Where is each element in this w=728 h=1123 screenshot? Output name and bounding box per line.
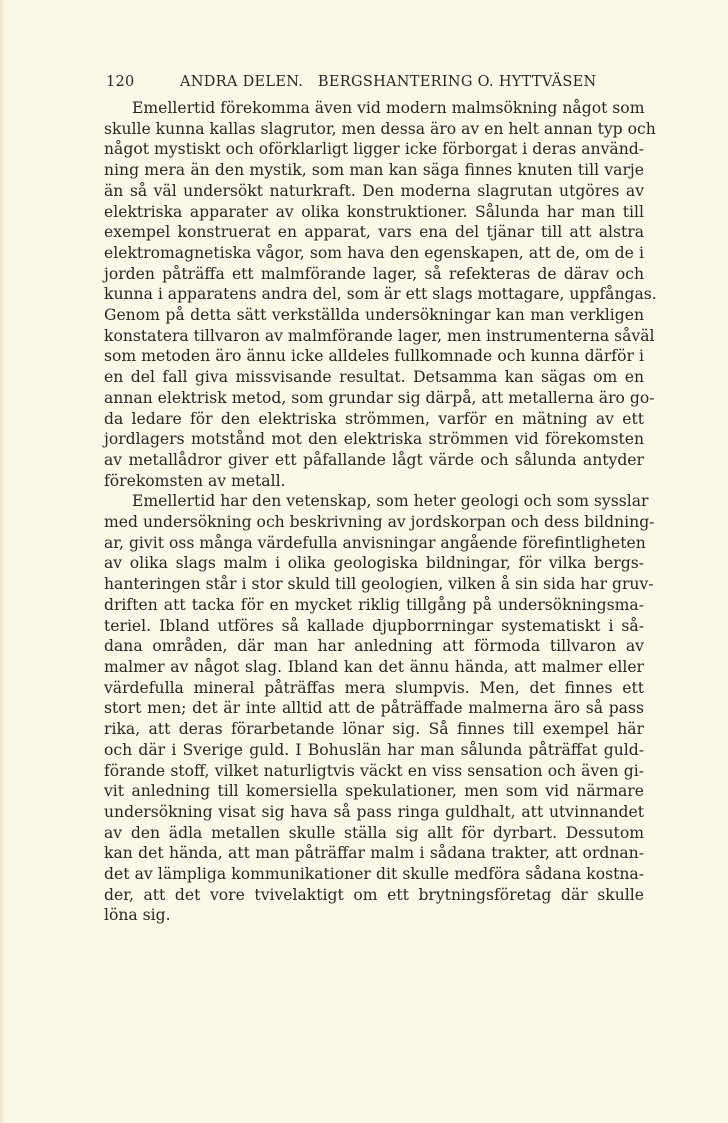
text-line: det av lämpliga kommunikationer dit skulle medföra sådana kostna- (104, 865, 644, 884)
text-line: undersökning visat sig hava så pass ringa guldhalt, att utvinnandet (104, 802, 644, 821)
text-line: kan det hända, att man påträffar malm i sådana trakter, att ordnan- (104, 844, 644, 863)
text-line: vit anledning till komersiella spekulationer, men som vid närmare (104, 782, 644, 801)
text-line: annan elektrisk metod, som grundar sig därpå, att metallerna äro go- (104, 388, 655, 407)
paragraph-1 (104, 98, 657, 491)
text-line: Genom på detta sätt verkställda undersökningar kan man verkligen (104, 306, 644, 325)
text-line: jorden påträffa ett malmförande lager, så refekteras de därav och (104, 264, 644, 283)
text-line: jordlagers motstånd mot den elektriska strömmen vid förekomsten (104, 430, 644, 449)
text-line: av metallådror giver ett påfallande lågt värde och sålunda antyder (104, 450, 644, 469)
text-line: förekomsten av metall. (104, 471, 286, 490)
page-number: 120 (106, 74, 135, 90)
text-line: elektriska apparater av olika konstruktioner. Sålunda har man till (104, 202, 644, 221)
text-line: skulle kunna kallas slagrutor, men dessa äro av en helt annan typ och (104, 119, 656, 138)
text-line: och där i Sverige guld. I Bohuslän har man sålunda påträffat guld- (104, 740, 644, 759)
text-line: Emellertid har den vetenskap, som heter geologi och som sysslar (132, 492, 649, 511)
paragraph-2 (104, 491, 655, 926)
text-line: konstatera tillvaron av malmförande lager, men instrumenterna såväl (104, 326, 655, 345)
text-line: av olika slags malm i olika geologiska bildningar, för vilka bergs- (104, 554, 644, 573)
text-line: malmer av något slag. Ibland kan det ännu hända, att malmer eller (104, 657, 644, 676)
text-line: värdefulla mineral påträffas mera slumpvis. Men, det finnes ett (104, 678, 644, 697)
text-line: ar, givit oss många värdefulla anvisningar angående förefintligheten (104, 533, 646, 552)
text-line: hanteringen står i stor skuld till geologien, vilken å sin sida har gruv- (104, 575, 654, 594)
text-line: exempel konstruerat en apparat, vars ena del tjänar till att alstra (104, 223, 644, 242)
text-line: rika, att deras förarbetande lönar sig. Så finnes till exempel här (104, 720, 644, 739)
text-line: elektromagnetiska vågor, som hava den egenskapen, att de, om de i (104, 243, 644, 262)
text-line: med undersökning och beskrivning av jordskorpan och dess bildning- (104, 513, 655, 532)
text-line: dana områden, där man har anledning att förmoda tillvaron av (104, 637, 644, 656)
text-line: stort men; det är inte alltid att de påträffade malmerna äro så pass (104, 699, 644, 718)
text-line: än så väl undersökt naturkraft. Den moderna slagrutan utgöres av (104, 181, 644, 200)
text-line: Emellertid förekomma även vid modern malmsökning något som (132, 99, 645, 117)
text-line: löna sig. (104, 906, 171, 925)
text-line: som metoden äro ännu icke alldeles fullkomnade och kunna därför i (104, 347, 644, 366)
running-title: ANDRA DELEN. BERGSHANTERING O. HYTTVÄSEN (180, 74, 597, 90)
text-line: ning mera än den mystik, som man kan säga finnes knuten till varje (104, 161, 644, 180)
text-line: förande stoff, vilket naturligtvis väckt en viss sensation och även gi- (104, 761, 644, 780)
text-line: något mystiskt och oförklarligt ligger icke förborgat i deras använd- (104, 140, 644, 159)
text-line: da ledare för den elektriska strömmen, varför en mätning av ett (104, 409, 644, 428)
text-line: en del fall giva missvisande resultat. Detsamma kan sägas om en (104, 368, 644, 387)
text-line: av den ädla metallen skulle ställa sig allt för dyrbart. Dessutom (104, 823, 644, 842)
text-line: der, att det vore tvivelaktigt om ett brytningsföretag där skulle (104, 885, 644, 904)
body-text (104, 98, 657, 926)
text-line: teriel. Ibland utföres så kallade djupborrningar systematiskt i så- (104, 616, 644, 635)
text-line: kunna i apparatens andra del, som är ett slags mottagare, uppfångas. (104, 285, 657, 304)
text-line: driften att tacka för en mycket riklig tillgång på undersökningsma- (104, 595, 644, 614)
page-edge (0, 0, 6, 1123)
running-header (106, 74, 626, 90)
